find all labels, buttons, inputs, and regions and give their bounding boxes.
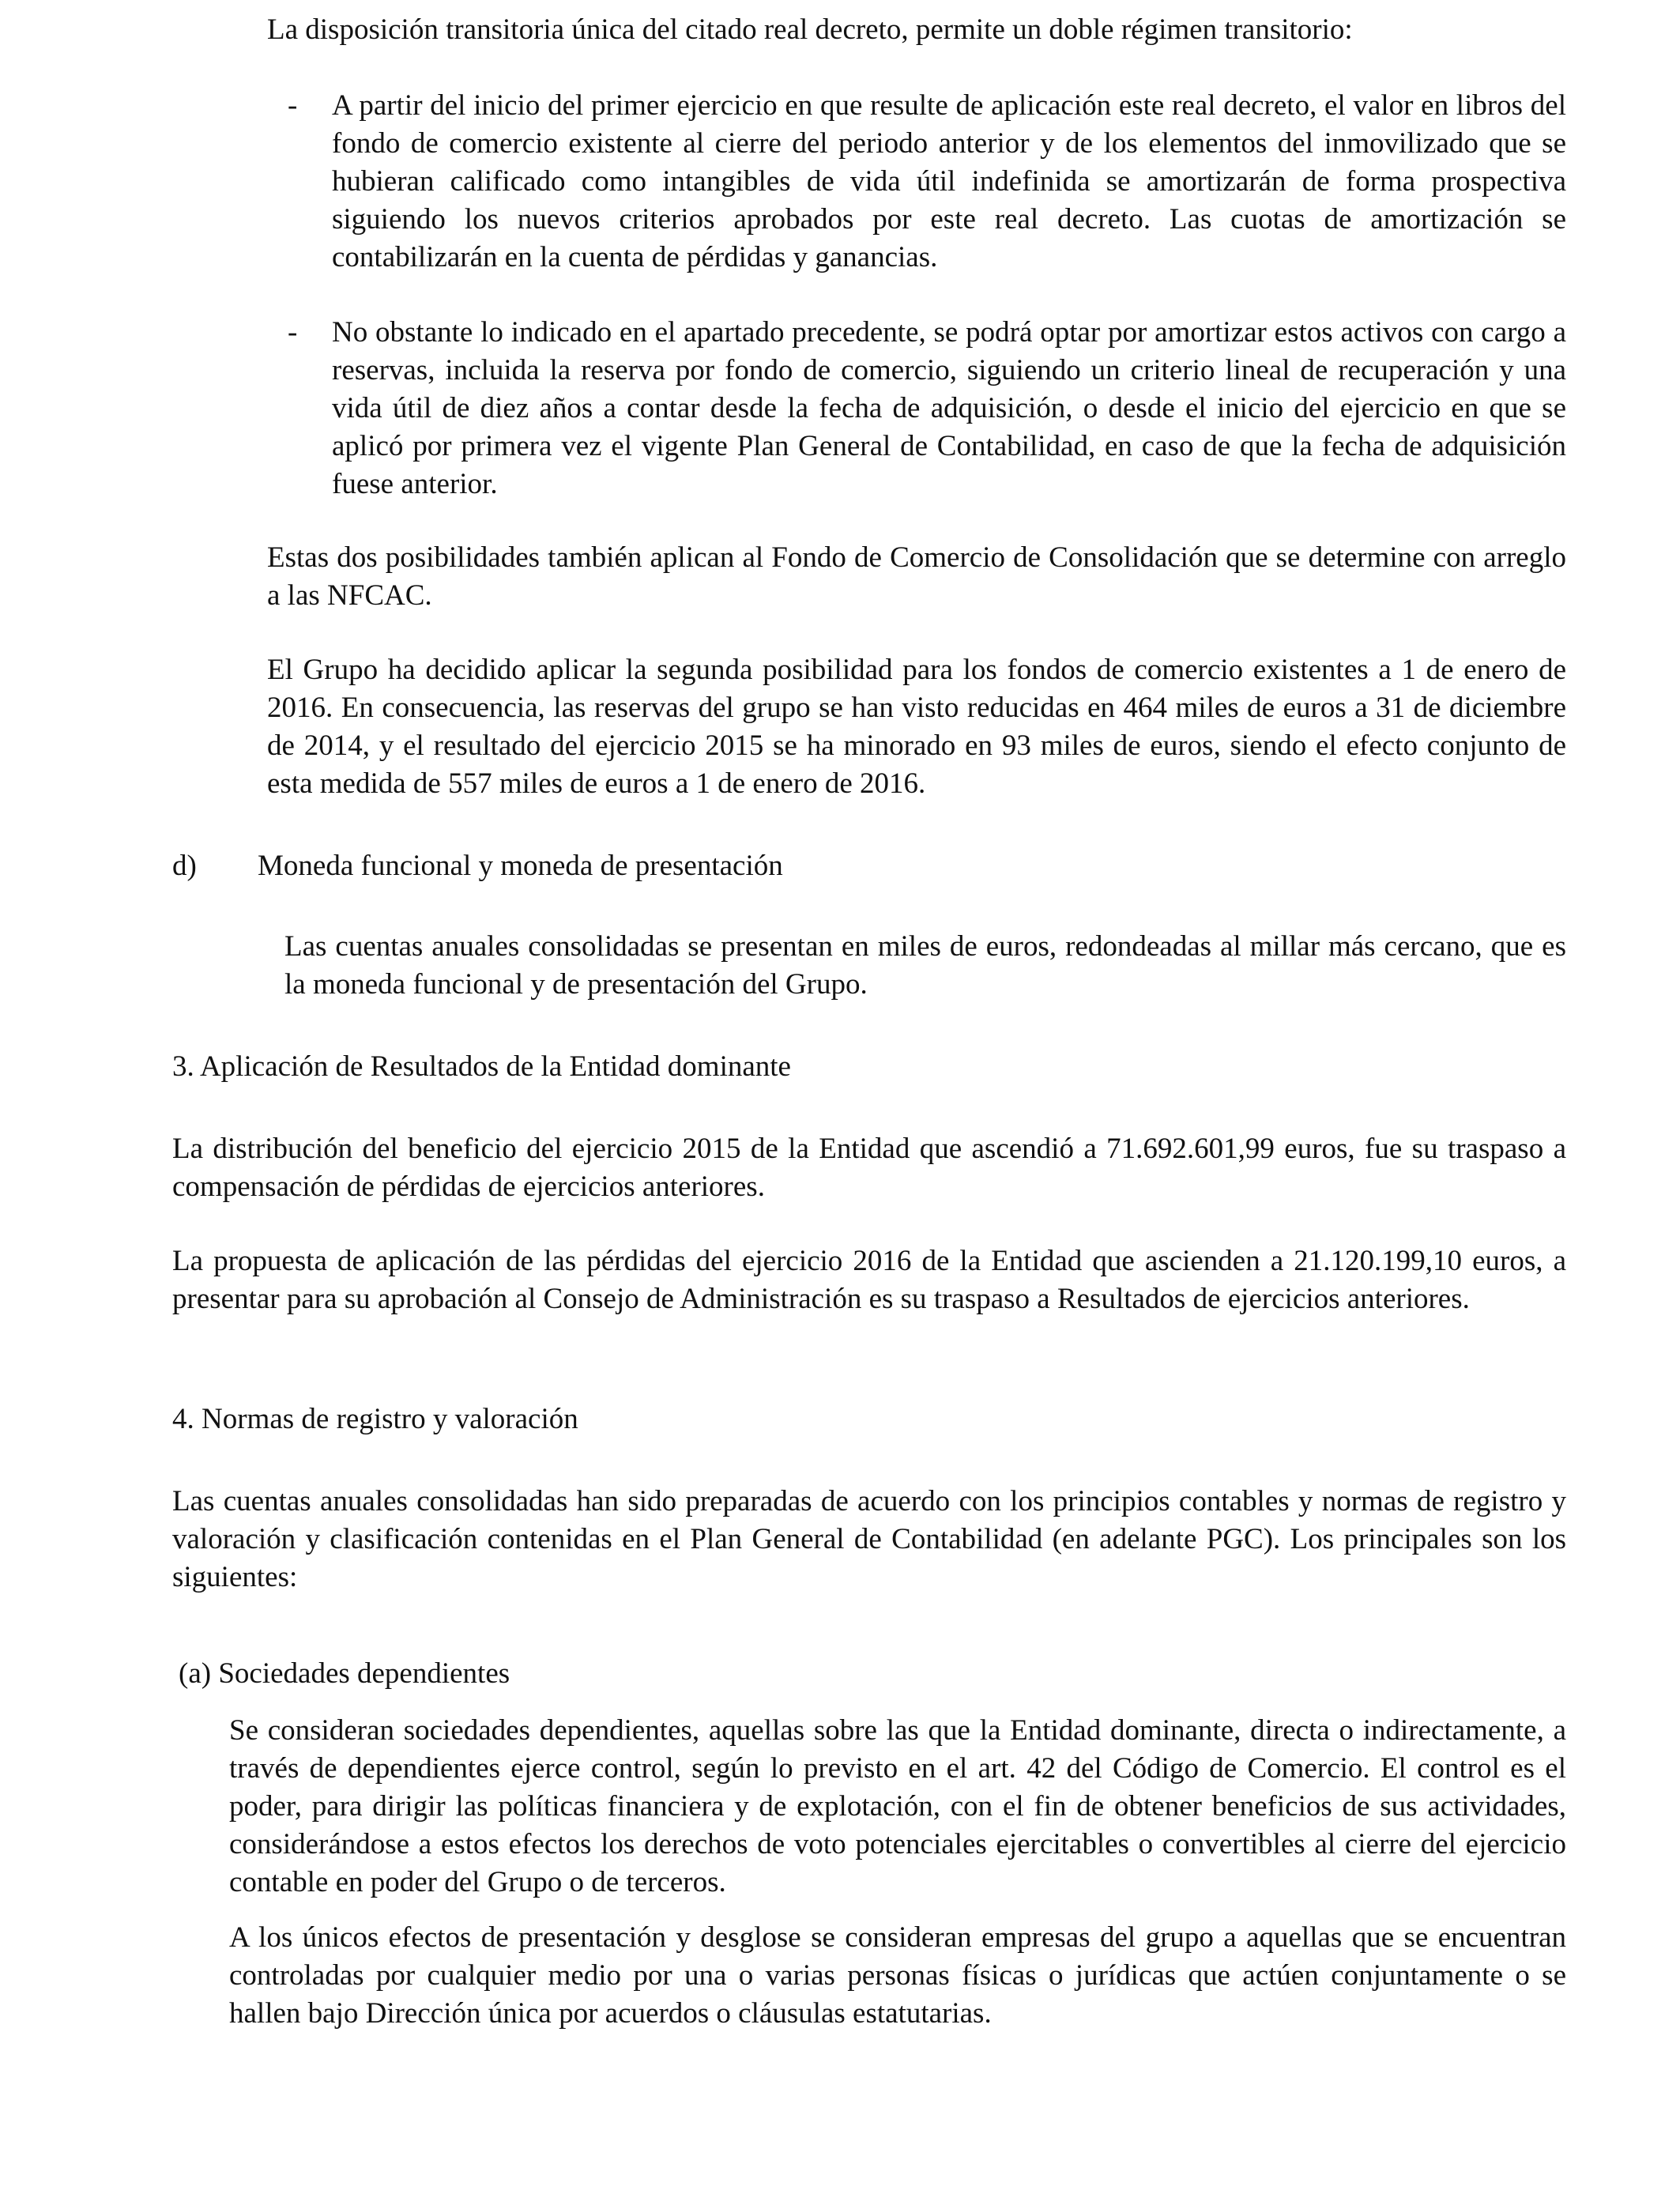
bullet-1-text: A partir del inicio del primer ejercicio en que resulte de aplicación este real decreto, el valor en libros del fondo de comercio existente al cierre del periodo anterior y de los elementos del inmovilizado que se hubieran calificado como intangibles de vida útil indefinida se amortizarán de forma prospectiva siguiendo los nuevos criterios aprobados por este real decreto. Las cuotas de amortización se contabilizarán en la cuenta de pérdidas y ganancias. xyxy=(332,89,1566,273)
section-a-paragraph-1: Se consideran sociedades dependientes, aquellas sobre las que la Entidad dominante, directa o indirectamente, a través de dependientes ejerce control, según lo previsto en el art. 42 del Código de Comercio. El control es el poder, para dirigir las políticas financiera y de explotación, con el fin de obtener beneficios de sus actividades, considerándose a estos efectos los derechos de voto potenciales ejercitables o convertibles al cierre del ejercicio contable en poder del Grupo o de terceros. xyxy=(229,1714,1566,1898)
bullet-1-marker: - xyxy=(288,89,298,122)
grupo-paragraph: El Grupo ha decidido aplicar la segunda posibilidad para los fondos de comercio existentes a 1 de enero de 2016. En consecuencia, las reservas del grupo se han visto reducidas en 464 miles de euros a 31 de diciembre de 2014, y el resultado del ejercicio 2015 se ha minorado en 93 miles de euros, siendo el efecto conjunto de esta medida de 557 miles de euros a 1 de enero de 2016. xyxy=(267,654,1566,800)
section-a-title: (a) Sociedades dependientes xyxy=(179,1657,510,1690)
section-4-paragraph: Las cuentas anuales consolidadas han sido preparadas de acuerdo con los principios contables y normas de registro y valoración y clasificación contenidas en el Plan General de Contabilidad (en adelante PGC). Los principales son los siguientes: xyxy=(172,1485,1566,1593)
intro-paragraph: La disposición transitoria única del citado real decreto, permite un doble régimen transitorio: xyxy=(267,13,1353,46)
bullet-2-marker: - xyxy=(288,316,298,349)
bullet-2-text: No obstante lo indicado en el apartado precedente, se podrá optar por amortizar estos activos con cargo a reservas, incluida la reserva por fondo de comercio, siguiendo un criterio lineal de recuperación y una vida útil de diez años a contar desde la fecha de adquisición, o desde el inicio del ejercicio en que se aplicó por primera vez el vigente Plan General de Contabilidad, en caso de que la fecha de adquisición fuese anterior. xyxy=(332,316,1566,500)
section-3-title: 3. Aplicación de Resultados de la Entidad dominante xyxy=(172,1050,791,1083)
section-3-paragraph-2: La propuesta de aplicación de las pérdidas del ejercicio 2016 de la Entidad que ascienden a 21.120.199,10 euros, a presentar para su aprobación al Consejo de Administración es su traspaso a Resultados de ejercicios anteriores. xyxy=(172,1245,1566,1315)
section-a-paragraph-2: A los únicos efectos de presentación y desglose se consideran empresas del grupo a aquellas que se encuentran controladas por cualquier medio por una o varias personas físicas o jurídicas que actúen conjuntamente o se hallen bajo Dirección única por acuerdos o cláusulas estatutarias. xyxy=(229,1921,1566,2030)
section-3-paragraph-1: La distribución del beneficio del ejercicio 2015 de la Entidad que ascendió a 71.692.601,99 euros, fue su traspaso a compensación de pérdidas de ejercicios anteriores. xyxy=(172,1133,1566,1203)
section-d-paragraph: Las cuentas anuales consolidadas se presentan en miles de euros, redondeadas al millar más cercano, que es la moneda funcional y de presentación del Grupo. xyxy=(284,930,1566,1001)
section-d-marker: d) xyxy=(172,850,197,882)
section-d-title: Moneda funcional y moneda de presentación xyxy=(258,850,783,882)
nfcac-paragraph: Estas dos posibilidades también aplican al Fondo de Comercio de Consolidación que se determine con arreglo a las NFCAC. xyxy=(267,541,1566,612)
section-4-title: 4. Normas de registro y valoración xyxy=(172,1403,578,1435)
